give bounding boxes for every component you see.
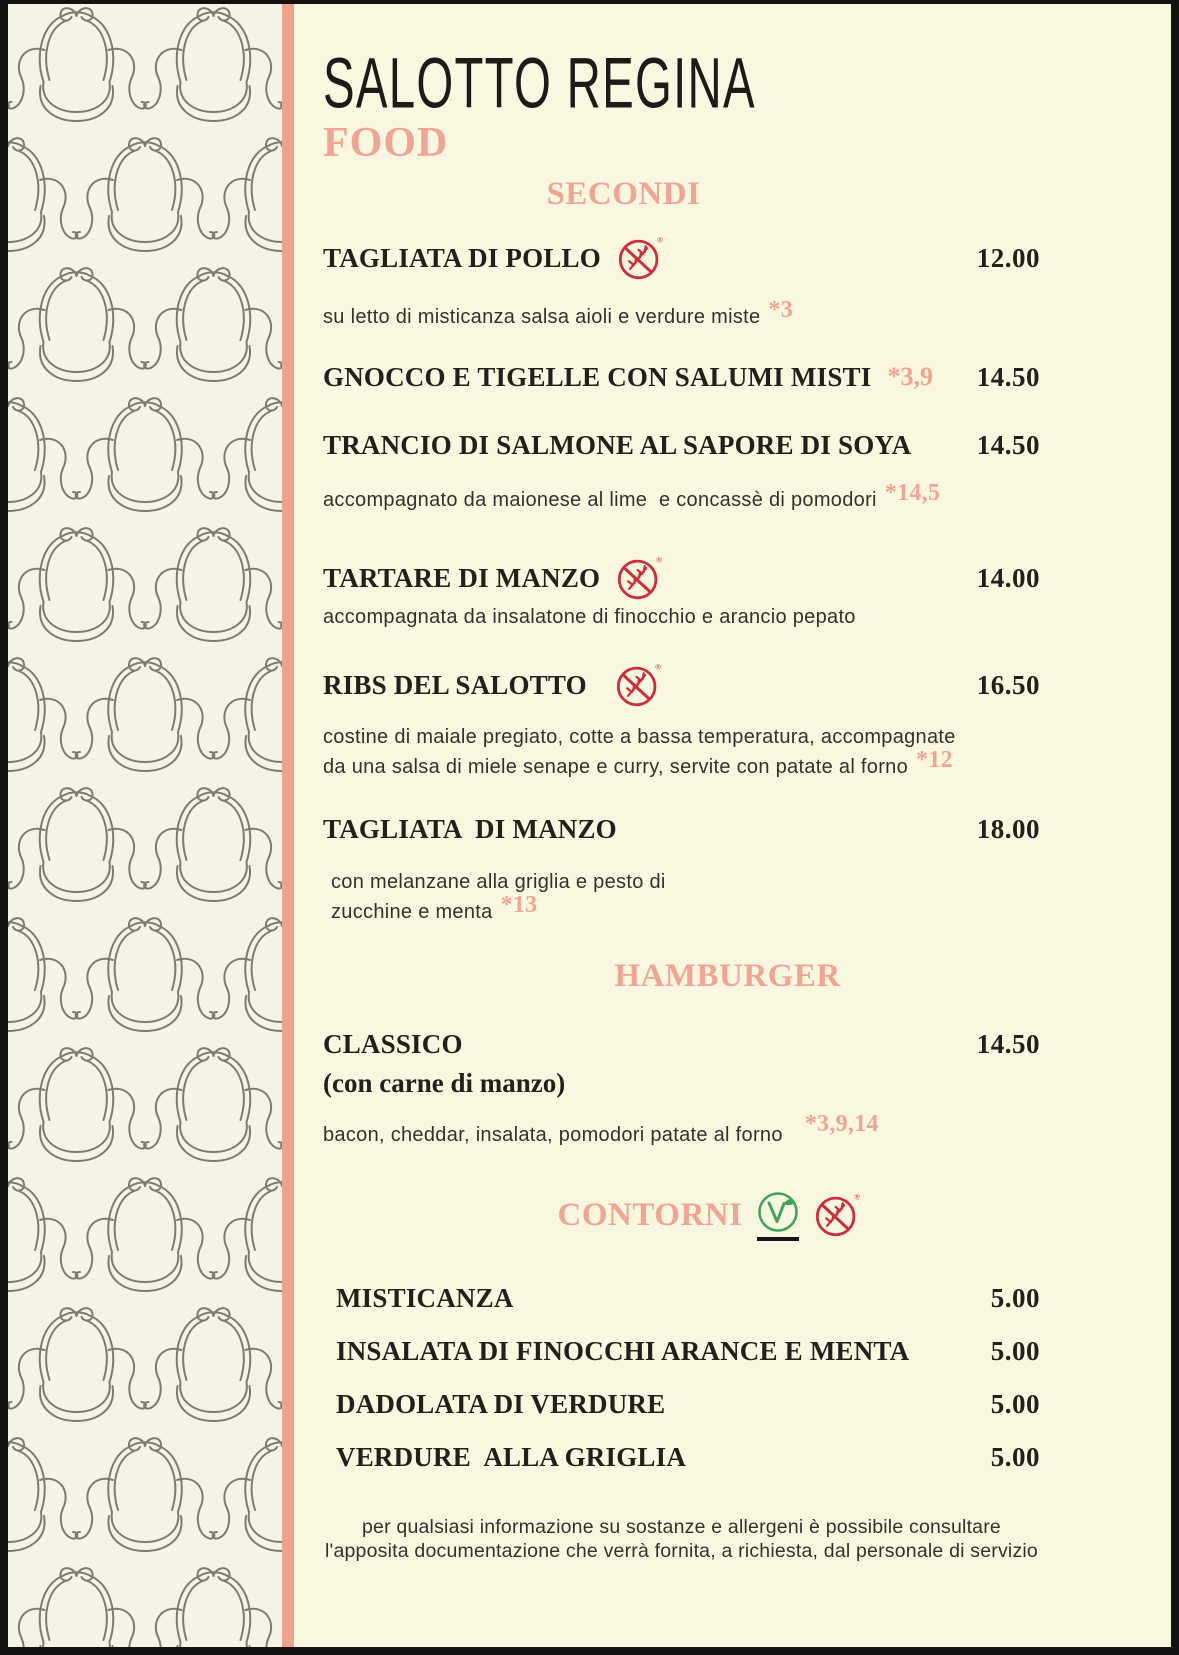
item-price: 14.50 bbox=[976, 362, 1040, 393]
restaurant-title: SALOTTO REGINA bbox=[323, 42, 756, 123]
item-description bbox=[323, 297, 1040, 331]
allergen-note: *12 bbox=[916, 746, 953, 773]
item-name: DADOLATA DI VERDURE bbox=[336, 1388, 666, 1419]
item-price: 18.00 bbox=[976, 814, 1040, 845]
menu-type-label: FOOD bbox=[323, 120, 449, 166]
item-name: TAGLIATA DI POLLO bbox=[323, 243, 601, 273]
item-name: TAGLIATA DI MANZO bbox=[323, 814, 617, 845]
section-title-hamburger: HAMBURGER bbox=[614, 958, 841, 995]
section-title-secondi: SECONDI bbox=[546, 176, 701, 212]
item-price: 5.00 bbox=[990, 1282, 1040, 1313]
description-text: con melanzane alla griglia e pesto di bbox=[331, 871, 666, 894]
item-name: TRANCIO DI SALMONE AL SAPORE DI SOYA bbox=[323, 430, 912, 461]
item-name: MISTICANZA bbox=[336, 1282, 514, 1313]
chair-pattern-icon bbox=[8, 4, 282, 1647]
menu-item-row bbox=[323, 814, 1040, 845]
allergen-note: *13 bbox=[500, 891, 538, 918]
menu-item-row bbox=[323, 235, 1040, 282]
vegetarian-icon bbox=[756, 1190, 800, 1234]
description-text: accompagnata da insalatone di finocchio e arancio pepato bbox=[323, 605, 856, 628]
item-name: INSALATA DI FINOCCHI ARANCE E MENTA bbox=[336, 1335, 910, 1366]
item-description bbox=[323, 870, 1040, 926]
description-text: su letto di misticanza salsa aioli e verdure miste bbox=[323, 306, 761, 328]
item-price: 14.50 bbox=[976, 430, 1040, 461]
allergen-note: *3 bbox=[768, 297, 794, 323]
svg-text:®: ® bbox=[657, 235, 663, 245]
menu-item-row bbox=[323, 1442, 1040, 1473]
menu-item-row bbox=[323, 1336, 1040, 1367]
item-price: 5.00 bbox=[990, 1388, 1040, 1419]
item-price: 14.00 bbox=[976, 562, 1040, 593]
section-title-contorni: CONTORNI bbox=[557, 1196, 743, 1233]
item-price: 5.00 bbox=[990, 1335, 1040, 1366]
item-name: VERDURE ALLA GRIGLIA bbox=[336, 1441, 687, 1472]
section-header-contorni bbox=[351, 1190, 1068, 1241]
menu-item-row bbox=[323, 1389, 1040, 1420]
description-text: accompagnato da maionese al lime e concassè di pomodori bbox=[323, 489, 877, 512]
gluten-free-icon bbox=[615, 662, 662, 709]
allergen-note: *3,9,14 bbox=[804, 1111, 879, 1138]
item-description bbox=[323, 605, 1040, 630]
svg-text:®: ® bbox=[655, 662, 661, 672]
footer-line-2: l'apposita documentazione che verrà fornita, a richiesta, dal personale di servizio bbox=[325, 1539, 1038, 1562]
gluten-free-icon bbox=[616, 555, 663, 602]
gluten-free-icon bbox=[814, 1192, 861, 1239]
item-description bbox=[323, 725, 1040, 781]
description-text: da una salsa di miele senape e curry, servite con patate al forno bbox=[323, 755, 909, 778]
item-price: 16.50 bbox=[976, 670, 1040, 701]
description-text: costine di maiale pregiato, cotte a bassa temperatura, accompagnate bbox=[323, 726, 956, 749]
menu-item-row bbox=[323, 555, 1040, 602]
gluten-free-icon bbox=[617, 235, 664, 282]
allergen-note: *14,5 bbox=[884, 480, 941, 507]
menu-content bbox=[294, 4, 1171, 1647]
description-text: bacon, cheddar, insalata, pomodori patate al forno bbox=[323, 1124, 783, 1147]
item-name: RIBS DEL SALOTTO bbox=[323, 670, 587, 701]
underline bbox=[757, 1237, 799, 1241]
svg-text:®: ® bbox=[656, 555, 663, 565]
footer-line-1: per qualsiasi informazione su sostanze e allergeni è possibile consultare bbox=[362, 1515, 1001, 1538]
item-price: 14.50 bbox=[976, 1029, 1040, 1060]
item-name: CLASSICO bbox=[323, 1029, 463, 1060]
decorative-sidebar bbox=[8, 4, 282, 1647]
item-description bbox=[323, 480, 1040, 514]
description-text: zucchine e menta bbox=[331, 900, 493, 923]
allergen-note: *3,9 bbox=[887, 361, 933, 391]
menu-item-row bbox=[323, 362, 1040, 393]
menu-item-row bbox=[323, 1029, 1040, 1060]
menu-item-row bbox=[323, 430, 1040, 461]
item-name: TARTARE DI MANZO bbox=[323, 562, 601, 593]
menu-item-row bbox=[323, 662, 1040, 709]
item-description bbox=[323, 1111, 1040, 1149]
menu-item-row bbox=[323, 1283, 1040, 1314]
item-name: GNOCCO E TIGELLE CON SALUMI MISTI bbox=[323, 362, 872, 393]
item-subtitle: (con carne di manzo) bbox=[323, 1068, 566, 1099]
allergen-footer bbox=[323, 1515, 1040, 1564]
svg-text:®: ® bbox=[854, 1192, 861, 1202]
item-price: 12.00 bbox=[976, 243, 1040, 273]
pink-stripe bbox=[282, 4, 294, 1647]
vegetarian-badge bbox=[756, 1190, 800, 1241]
item-price: 5.00 bbox=[990, 1441, 1040, 1472]
